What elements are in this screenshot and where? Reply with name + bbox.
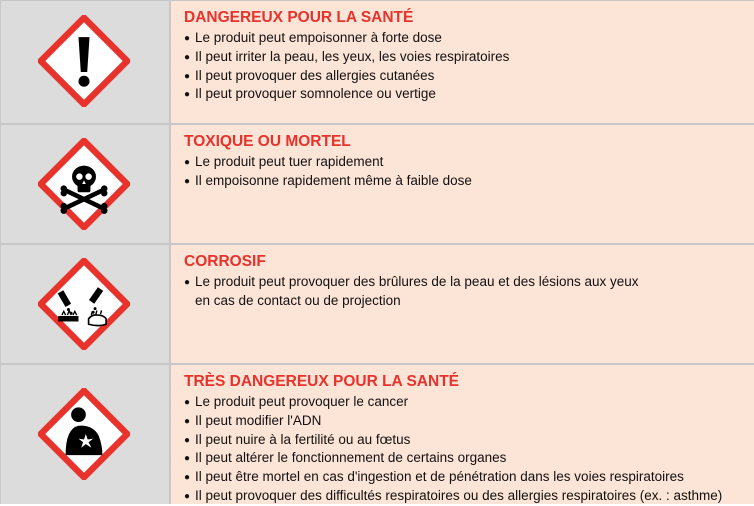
hazard-items — [184, 273, 639, 310]
hazard-title: DANGEREUX POUR LA SANTÉ — [184, 9, 414, 26]
list-item: ● Il peut modifier l'ADN — [184, 412, 322, 428]
hazard-row-health — [0, 1, 754, 123]
skull-crossbones-icon — [38, 138, 130, 230]
hazard-text-cell — [171, 1, 754, 123]
pictogram-cell — [1, 365, 169, 504]
list-item: ● Il peut être mortel en cas d'ingestion et de pénétration dans les voies respiratoires — [184, 469, 684, 485]
list-item: ● Il peut altérer le fonctionnement de certains organes — [184, 450, 507, 466]
list-item: ● Il empoisonne rapidement même à faible dose — [184, 172, 472, 188]
list-item: ● Le produit peut tuer rapidement — [184, 154, 384, 169]
hazard-text-cell — [171, 245, 754, 363]
exclamation-mark-icon — [38, 15, 130, 107]
list-item: ● Il peut provoquer somnolence ou vertige — [184, 86, 436, 102]
hazard-items — [184, 153, 472, 191]
list-item: en cas de contact ou de projection — [195, 292, 401, 308]
hazard-title: TOXIQUE OU MORTEL — [184, 133, 351, 150]
hazard-text-cell — [171, 365, 754, 504]
list-item: ● Le produit peut provoquer des brûlures de la peau et des lésions aux yeux — [184, 274, 639, 289]
list-item: ● Le produit peut provoquer le cancer — [184, 394, 409, 409]
hazard-row-corrosive — [0, 245, 754, 363]
pictogram-cell — [1, 1, 169, 123]
hazard-title: CORROSIF — [184, 253, 266, 270]
list-item: ● Le produit peut empoisonner à forte dose — [184, 30, 442, 45]
hazard-title: TRÈS DANGEREUX POUR LA SANTÉ — [184, 373, 460, 390]
list-item: ● Il peut provoquer des allergies cutanées — [184, 67, 435, 83]
hazard-items — [184, 29, 509, 104]
hazard-text-cell — [171, 125, 754, 243]
pictogram-cell — [1, 125, 169, 243]
corrosion-icon — [38, 258, 130, 350]
health-hazard-icon — [38, 388, 130, 480]
hazard-row-toxic — [0, 125, 754, 243]
list-item: ● Il peut nuire à la fertilité ou au fœtus — [184, 431, 411, 447]
hazard-items — [184, 393, 722, 506]
list-item: ● Il peut irriter la peau, les yeux, les voies respiratoires — [184, 48, 510, 64]
list-item: ● Il peut provoquer des difficultés respiratoires ou des allergies respiratoires (ex. : asthme) — [184, 487, 723, 503]
pictogram-cell — [1, 245, 169, 363]
hazard-row-serious-health — [0, 365, 754, 504]
